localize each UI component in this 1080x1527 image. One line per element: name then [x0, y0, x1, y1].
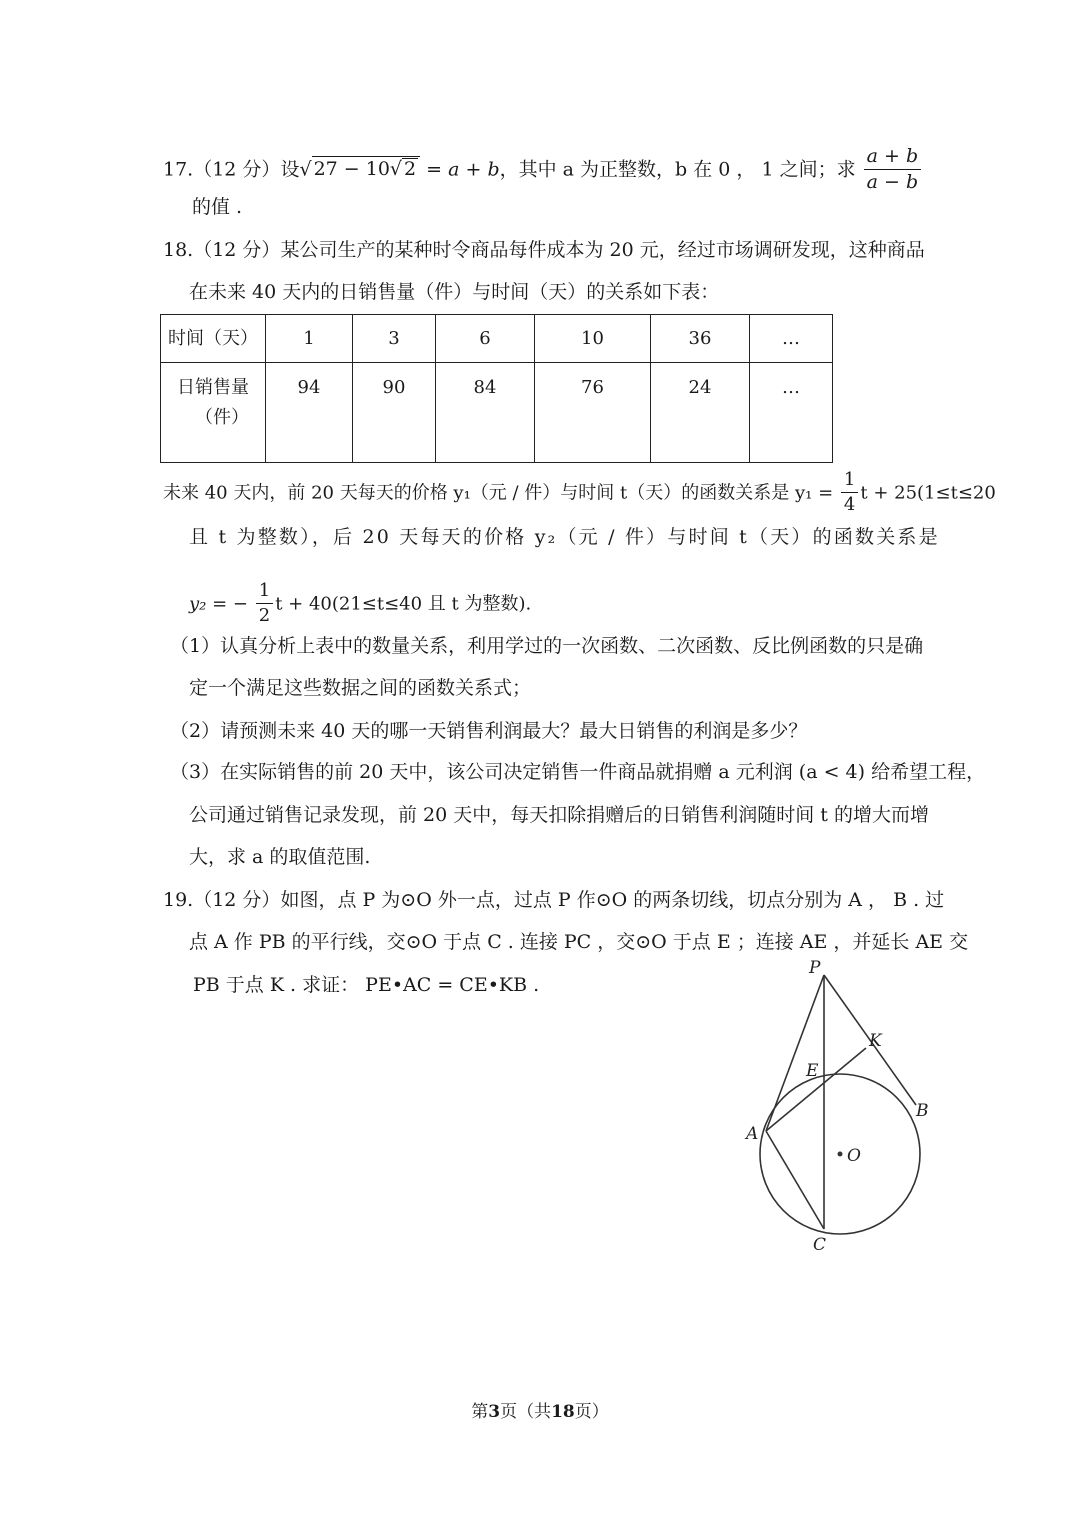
q18-part1-line2: 定一个满足这些数据之间的函数关系式；	[189, 677, 532, 699]
table-cell: …	[750, 315, 833, 363]
label-e: E	[806, 1061, 819, 1081]
table-cell: 1	[266, 315, 353, 363]
q18-y1-tail: t + 25(1≤t≤20	[860, 482, 996, 504]
label-k: K	[869, 1031, 882, 1051]
q18-part2: （2）请预测未来 40 天的哪一天销售利润最大？最大日销售的利润是多少？	[170, 720, 808, 742]
q17-score: （12 分）	[193, 158, 281, 181]
footer-page: 3	[488, 1402, 501, 1422]
q19-line3: PB 于点 K . 求证： PE•AC = CE•KB .	[193, 974, 540, 996]
q18-y2-frac-num: 1	[256, 581, 273, 604]
q17-frac-num: a + b	[864, 146, 922, 170]
footer-total: 18	[551, 1402, 575, 1422]
q18-score: （12 分）	[193, 239, 281, 261]
q18-part3-line3: 大，求 a 的取值范围.	[189, 846, 371, 868]
q19-line2: 点 A 作 PB 的平行线，交⊙O 于点 C . 连接 PC ，交⊙O 于点 E ；连接 AE ，并延长 AE 交	[189, 931, 969, 953]
segment-ac	[766, 1131, 824, 1229]
table-header-sales-2: （件）	[195, 407, 249, 428]
table-cell: …	[750, 363, 833, 463]
footer-pre: 第	[471, 1402, 489, 1422]
table-cell: 24	[651, 363, 750, 463]
label-c: C	[813, 1235, 827, 1255]
label-b: B	[916, 1101, 929, 1121]
footer-mid: 页（共	[500, 1402, 552, 1422]
q18-y2-frac-den: 2	[258, 604, 271, 626]
label-a: A	[746, 1124, 759, 1144]
q17-lead: 设	[280, 158, 300, 181]
q19-line1-text: 如图，点 P 为⊙O 外一点，过点 P 作⊙O 的两条切线，切点分别为 A ， B . 过	[280, 889, 945, 911]
footer-post: 页）	[574, 1402, 609, 1422]
table-cell: 10	[535, 315, 651, 363]
q18-part3-line2: 公司通过销售记录发现，前 20 天中，每天扣除捐赠后的日销售利润随时间 t 的增大而增	[189, 804, 929, 826]
table-cell: 3	[353, 315, 436, 363]
sqrt-icon: √	[389, 158, 403, 181]
q17-number: 17.	[163, 158, 194, 181]
q18-y2-intro: 且 t 为整数），后 20 天每天的价格 y₂（元 / 件）与时间 t（天）的函数关系是	[189, 526, 940, 548]
table-cell: 36	[651, 315, 750, 363]
label-o: O	[847, 1146, 861, 1166]
q18-y1-frac-den: 4	[843, 493, 856, 515]
q17-frac-den: a − b	[866, 170, 919, 193]
q17-cond: ，其中 a 为正整数，b 在 0 ， 1 之间；求	[499, 158, 856, 181]
q17-sqrt2: 2	[404, 158, 417, 181]
q18-line2: 在未来 40 天内的日销售量（件）与时间（天）的关系如下表：	[189, 281, 720, 303]
table-cell: 84	[436, 363, 535, 463]
q17-tail: 的值 .	[192, 196, 243, 218]
q18-y1-frac-num: 1	[841, 470, 858, 493]
sqrt-icon: √	[299, 158, 312, 181]
page-footer	[0, 1397, 1080, 1422]
q18-number: 18.	[163, 239, 194, 261]
q18-part3-line1: （3）在实际销售的前 20 天中，该公司决定销售一件商品就捐赠 a 元利润 (a < 4) 给希望工程，	[170, 761, 986, 783]
table-header-sales-1: 日销售量	[177, 377, 249, 398]
q17-equals-expr: = a + b	[426, 158, 500, 181]
label-p: P	[809, 958, 821, 978]
center-point	[838, 1152, 843, 1157]
q19-number: 19.	[163, 889, 194, 911]
table-header-time: 时间（天）	[161, 315, 266, 363]
q19-score: （12 分）	[193, 889, 281, 911]
q17-radicand: 27 − 10	[313, 158, 390, 181]
table-cell: 6	[436, 315, 535, 363]
q18-y1-text: 未来 40 天内，前 20 天每天的价格 y₁（元 / 件）与时间 t（天）的函数关系是 y₁ =	[163, 482, 834, 504]
table-cell: 76	[535, 363, 651, 463]
table-cell: 90	[353, 363, 436, 463]
q18-y2-lead: y₂ = −	[189, 593, 248, 615]
q18-y2-tail: t + 40(21≤t≤40 且 t 为整数).	[275, 593, 532, 615]
q18-line1-text: 某公司生产的某种时令商品每件成本为 20 元，经过市场调研发现，这种商品	[280, 239, 925, 261]
q18-part1-line1: （1）认真分析上表中的数量关系，利用学过的一次函数、二次函数、反比例函数的只是确	[170, 635, 924, 657]
table-cell: 94	[266, 363, 353, 463]
